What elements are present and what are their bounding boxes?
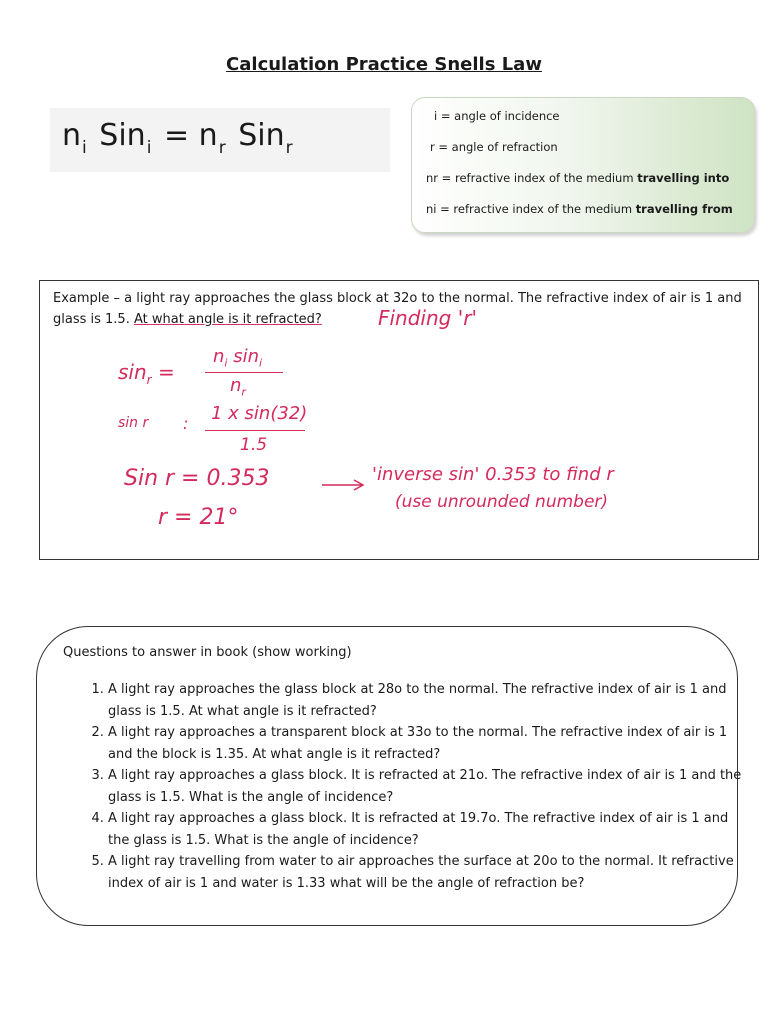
key-nr-bold: travelling into	[637, 171, 730, 185]
hw-line1-eq: =	[157, 360, 175, 384]
formula-sub-r1: r	[218, 138, 226, 158]
arrow-right-icon	[320, 478, 366, 492]
key-nr	[426, 171, 729, 185]
question-item: 1. A light ray approaches the glass block at 28o to the normal. The refractive index of air is 1 and glass is 1.5. At what angle is it refracted?	[108, 679, 748, 722]
handwriting-note-1: 'inverse sin' 0.353 to find r	[372, 464, 614, 485]
key-refraction: r = angle of refraction	[430, 140, 558, 154]
hw-line1-den-n: n	[230, 375, 242, 396]
question-item: 3. A light ray approaches a glass block. It is refracted at 21o. The refractive index of air is 1 and the glass is 1.5. What is the angle of incidence?	[108, 765, 748, 808]
hw-line1-lhs-sub: r	[146, 373, 152, 387]
handwriting-line2-lhs: sin r	[118, 415, 149, 431]
hw-line1-num-n: n	[213, 346, 225, 367]
handwriting-note-2: (use unrounded number)	[395, 492, 609, 512]
handwriting-line1-lhs	[118, 360, 175, 387]
formula-equals: =	[163, 118, 190, 153]
formula-sub-i1: i	[82, 138, 87, 158]
handwriting-line2-numerator: 1 x sin(32)	[211, 403, 308, 424]
questions-heading: Questions to answer in book (show working)	[63, 645, 352, 660]
key-ni-text: ni = refractive index of the medium	[426, 202, 636, 216]
hw-line1-num-sin-sub: i	[259, 356, 263, 370]
handwriting-line2-eq: :	[183, 414, 189, 433]
handwriting-line3: Sin r = 0.353	[124, 466, 270, 491]
hw-line1-num-n-sub: i	[224, 356, 228, 370]
example-question: At what angle is it refracted?	[133, 312, 322, 327]
formula-n2: n	[198, 118, 218, 153]
hw-line1-den-sub: r	[241, 385, 246, 399]
question-item: 2. A light ray approaches a transparent block at 33o to the normal. The refractive index of air is 1 and the block is 1.35. At what angle is it refracted?	[108, 722, 748, 765]
formula-sin1: Sin	[99, 118, 146, 153]
formula-sub-i2: i	[146, 138, 152, 158]
hw-line1-num-sin: sin	[233, 346, 260, 367]
question-item: 4. A light ray approaches a glass block. It is refracted at 19.7o. The refractive index of air is 1 and the glass is 1.5. What is the angle of incidence?	[108, 808, 748, 851]
handwriting-line2-denominator: 1.5	[240, 435, 268, 455]
handwriting-line1-numerator	[213, 346, 262, 370]
handwriting-fraction-bar-2	[205, 430, 305, 431]
formula-sin2: Sin	[238, 118, 285, 153]
key-nr-text: nr = refractive index of the medium	[426, 171, 638, 185]
key-incidence: i = angle of incidence	[434, 109, 560, 123]
key-ni-bold: travelling from	[635, 202, 733, 216]
handwriting-fraction-bar-1	[205, 372, 283, 373]
hw-line1-lhs-text: sin	[118, 360, 147, 384]
handwriting-line1-denominator	[230, 375, 246, 399]
example-statement: Example – a light ray approaches the glass block at 32o to the normal. The refractive index of air is 1 and glass is 1.5.	[53, 291, 742, 327]
handwriting-finding-r: Finding 'r'	[378, 306, 477, 330]
page-title: Calculation Practice Snells Law	[226, 54, 542, 75]
questions-list	[72, 679, 748, 894]
snells-law-formula	[62, 118, 296, 158]
formula-sub-r2: r	[285, 138, 293, 158]
formula-n1: n	[62, 118, 82, 153]
key-ni	[426, 202, 733, 216]
handwriting-line4: r = 21°	[158, 505, 239, 530]
question-item: 5. A light ray travelling from water to air approaches the surface at 20o to the normal. It refractive index of air is 1 and water is 1.33 what will be the angle of refraction be?	[108, 851, 748, 894]
